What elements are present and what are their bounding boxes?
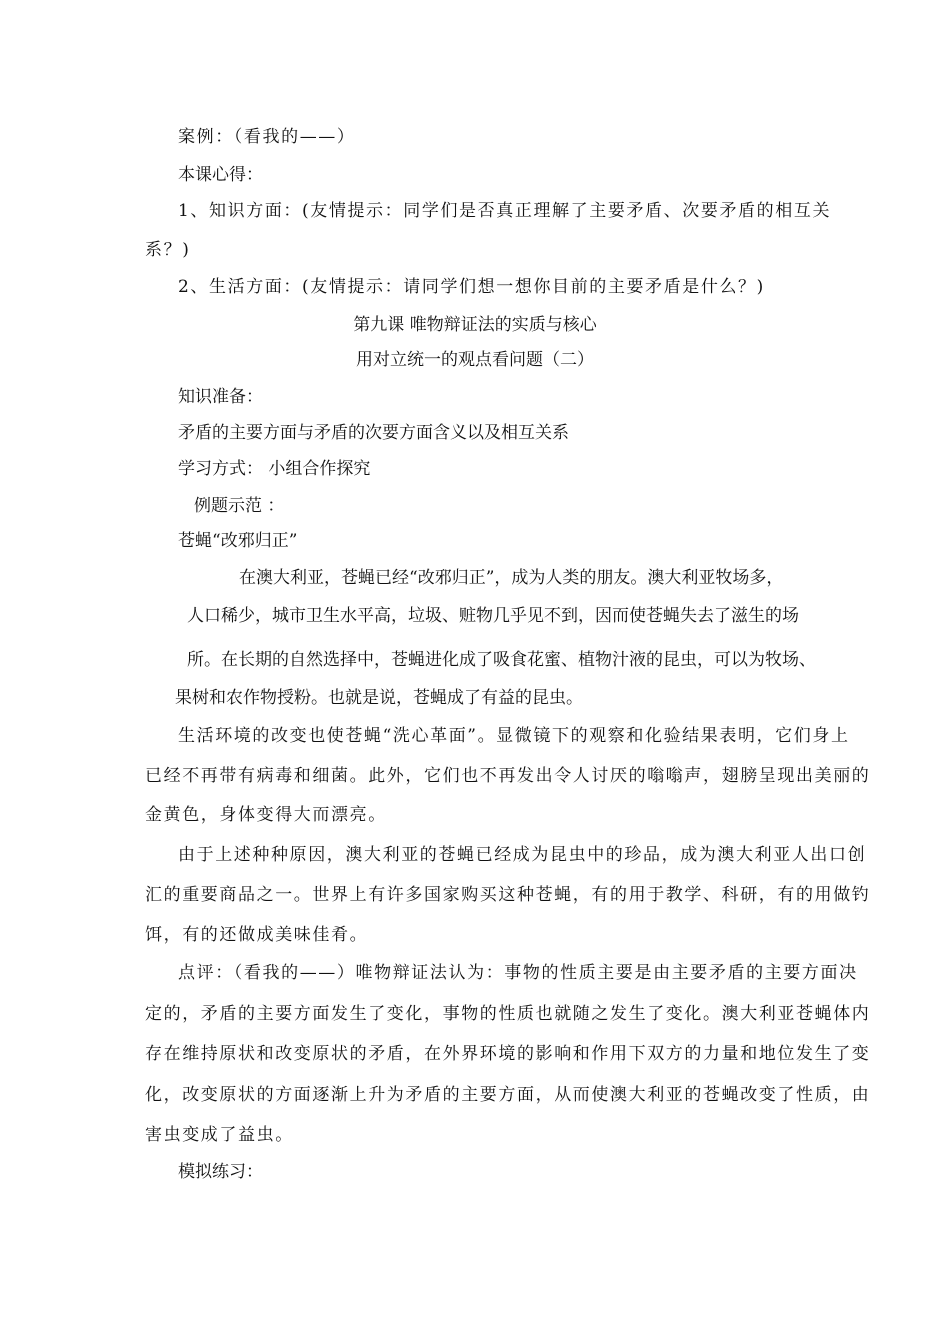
comment-line: 害虫变成了益虫。 — [145, 1125, 294, 1145]
story-p1-line: 在澳大利亚，苍蝇已经“改邪归正”，成为人类的朋友。澳大利亚牧场多， — [239, 568, 784, 588]
story-p3-line: 由于上述种种原因，澳大利亚的苍蝇已经成为昆虫中的珍品，成为澳大利亚人出口创 — [178, 845, 867, 865]
lesson-gains-heading: 本课心得： — [178, 165, 263, 185]
knowledge-prep-heading: 知识准备： — [178, 387, 263, 407]
example-heading: 例题示范 ： — [194, 496, 285, 516]
lesson-subtitle: 用对立统一的观点看问题（二） — [356, 350, 594, 370]
story-p3-line: 汇的重要商品之一。世界上有许多国家购买这种苍蝇，有的用于教学、科研，有的用做钓 — [145, 885, 871, 905]
story-p2-line: 金黄色，身体变得大而漂亮。 — [145, 805, 387, 825]
knowledge-aspect-line: 1、知识方面：(友情提示：同学们是否真正理解了主要矛盾、次要矛盾的相互关 — [178, 201, 832, 221]
story-p2-line: 生活环境的改变也使苍蝇“洗心革面”。显微镜下的观察和化验结果表明，它们身上 — [178, 726, 850, 746]
lesson-title: 第九课 唯物辩证法的实质与核心 — [353, 315, 597, 335]
story-title: 苍蝇“改邪归正” — [178, 531, 298, 551]
comment-line: 点评：（看我的——）唯物辩证法认为：事物的性质主要是由主要矛盾的主要方面决 — [178, 963, 858, 983]
story-p3-line: 饵，有的还做成美味佳肴。 — [145, 925, 369, 945]
case-line: 案例：（看我的——） — [178, 127, 356, 147]
practice-heading: 模拟练习： — [178, 1162, 263, 1182]
knowledge-prep-content: 矛盾的主要方面与矛盾的次要方面含义以及相互关系 — [178, 423, 569, 443]
life-aspect-line: 2、生活方面：(友情提示：请同学们想一想你目前的主要矛盾是什么？) — [178, 277, 765, 297]
story-p1-line: 人口稀少，城市卫生水平高，垃圾、赃物几乎见不到，因而使苍蝇失去了滋生的场 — [187, 606, 799, 626]
learning-method: 学习方式： 小组合作探究 — [178, 459, 371, 479]
comment-line: 存在维持原状和改变原状的矛盾，在外界环境的影响和作用下双方的力量和地位发生了变 — [145, 1044, 871, 1064]
story-p1-line: 所。在长期的自然选择中，苍蝇进化成了吸食花蜜、植物汁液的昆虫，可以为牧场、 — [187, 650, 816, 670]
knowledge-aspect-line-cont: 系？) — [145, 240, 191, 260]
story-p1-line: 果树和农作物授粉。也就是说，苍蝇成了有益的昆虫。 — [175, 688, 583, 708]
comment-line: 定的，矛盾的主要方面发生了变化，事物的性质也就随之发生了变化。澳大利亚苍蝇体内 — [145, 1004, 871, 1024]
comment-line: 化，改变原状的方面逐渐上升为矛盾的主要方面，从而使澳大利亚的苍蝇改变了性质，由 — [145, 1085, 871, 1105]
story-p2-line: 已经不再带有病毒和细菌。此外，它们也不再发出令人讨厌的嗡嗡声，翅膀呈现出美丽的 — [145, 766, 871, 786]
